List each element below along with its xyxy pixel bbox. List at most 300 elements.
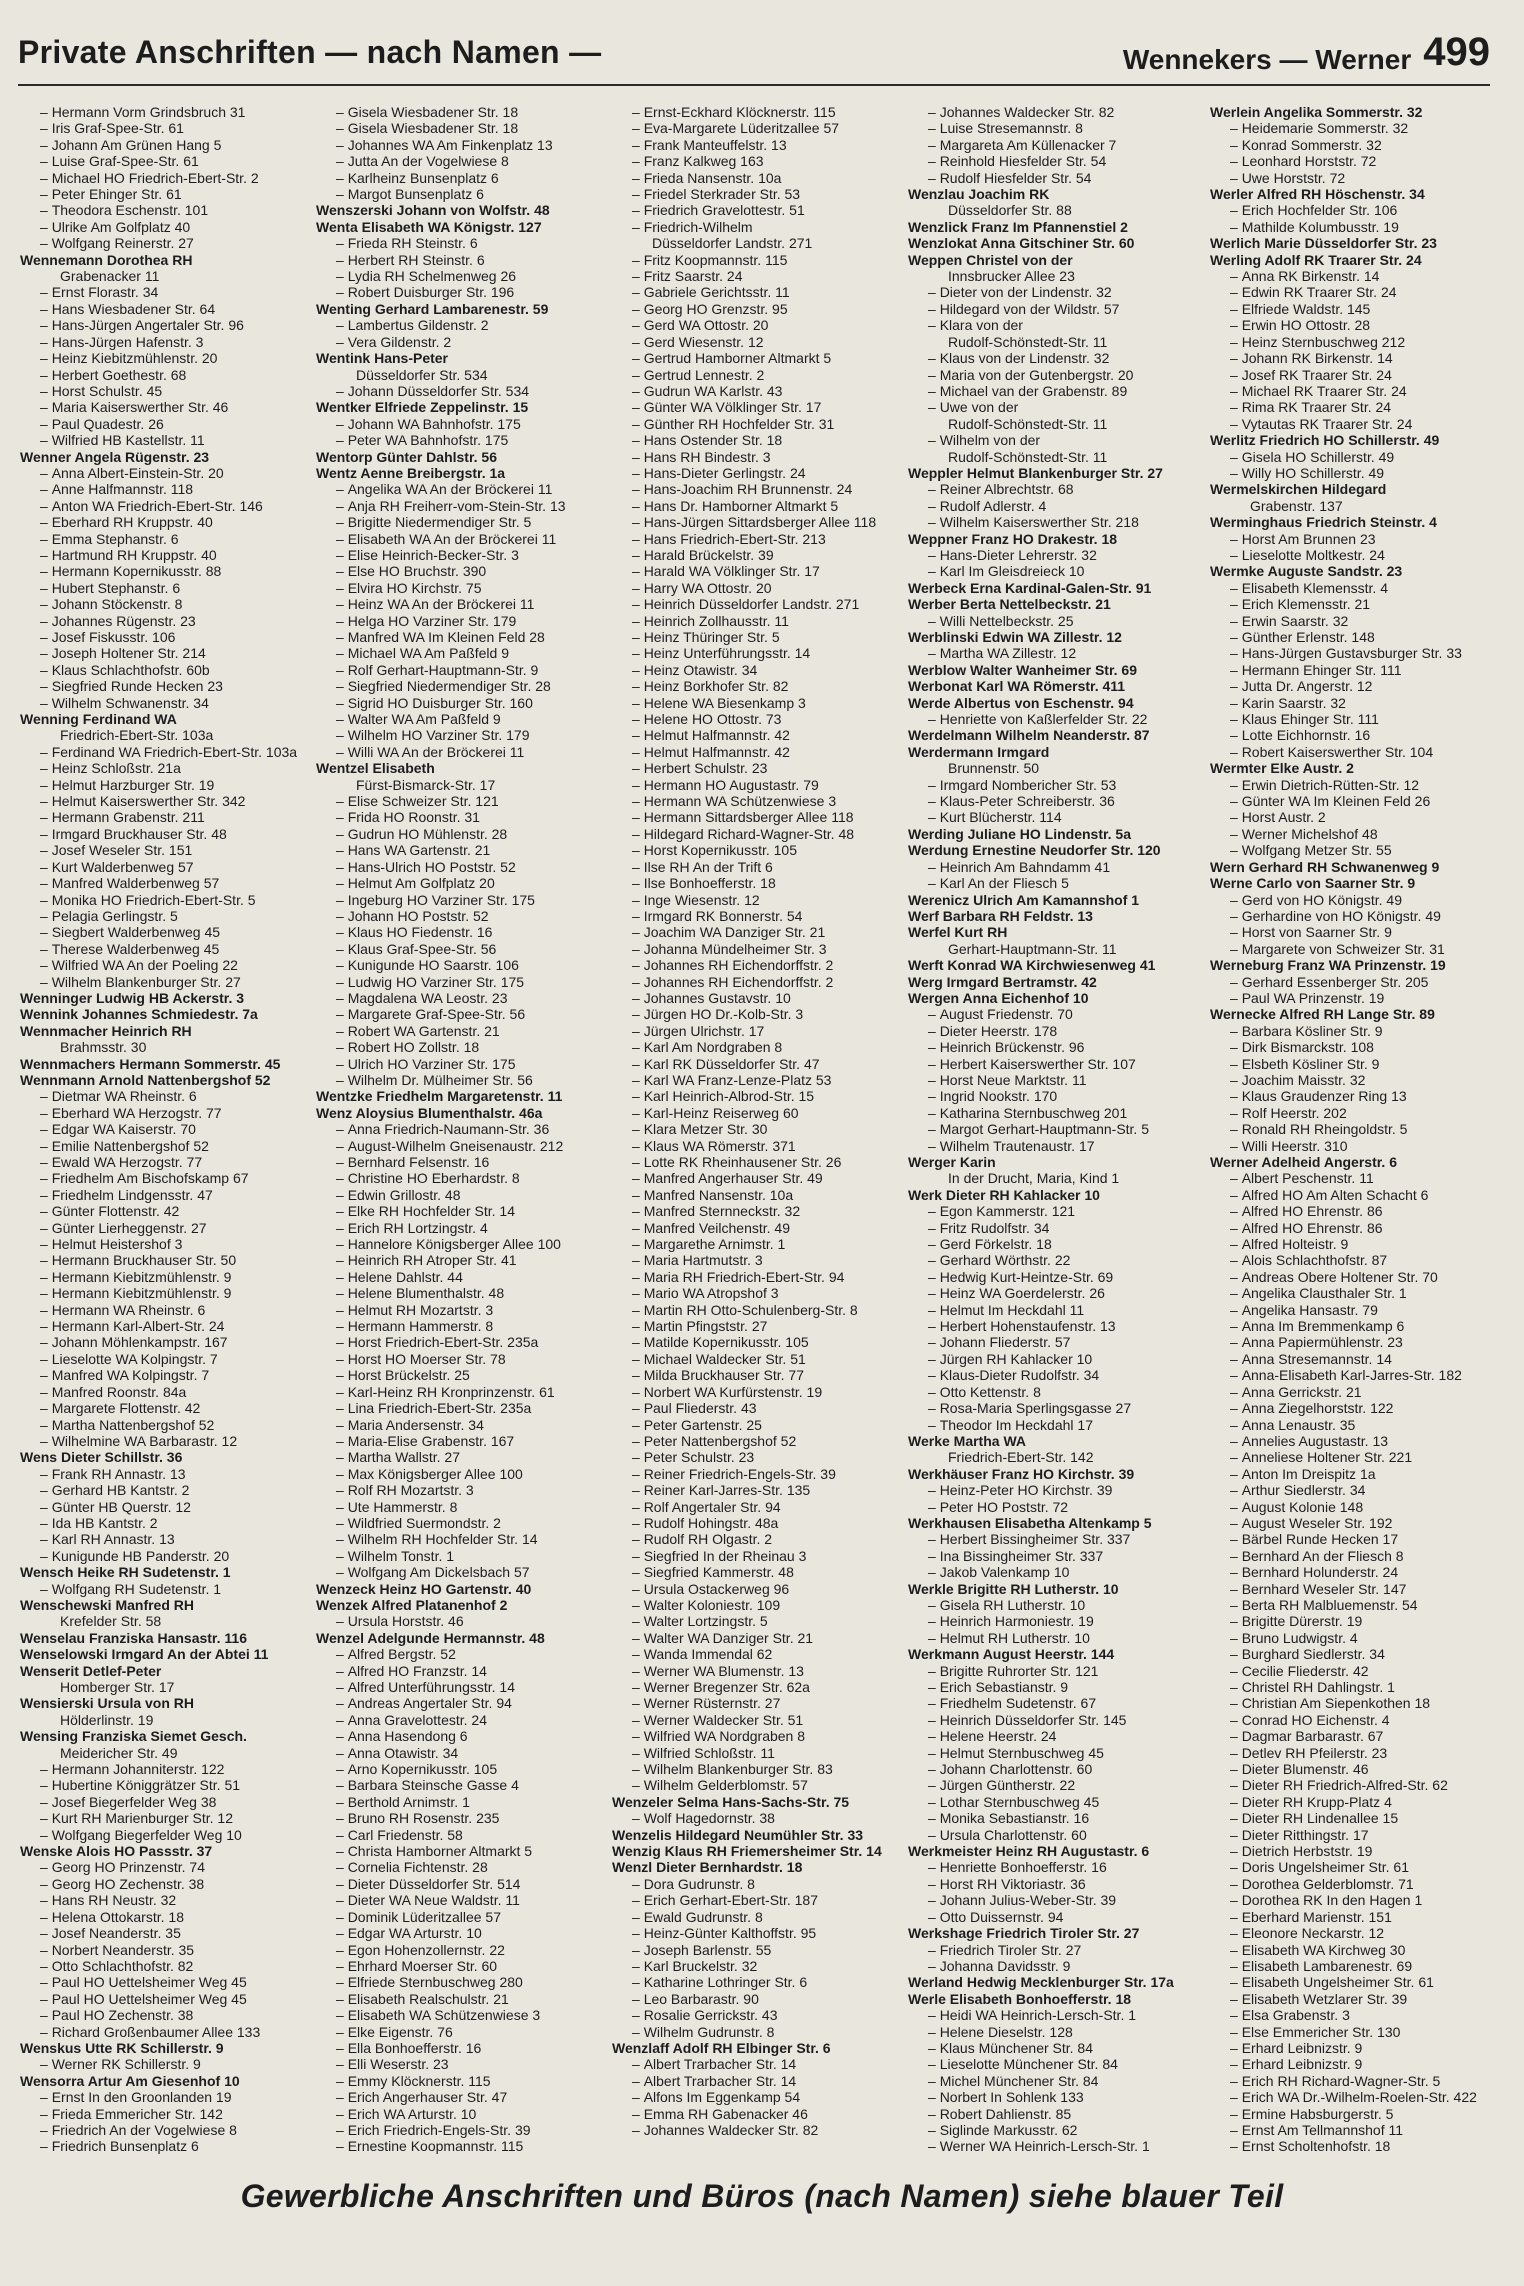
- directory-entry: – Karl Im Gleisdreieck 10: [908, 563, 1190, 579]
- directory-entry: – Heidemarie Sommerstr. 32: [1210, 120, 1492, 136]
- directory-entry: – Peter HO Poststr. 72: [908, 1499, 1190, 1515]
- directory-entry: – Gisela RH Lutherstr. 10: [908, 1597, 1190, 1613]
- directory-entry: Hölderlinstr. 19: [60, 1711, 154, 1728]
- directory-entry: – Heinz Borkhofer Str. 82: [612, 678, 894, 694]
- directory-entry: – Joseph Holtener Str. 214: [20, 645, 302, 661]
- directory-column-3: [612, 104, 894, 2138]
- directory-entry: – Johannes Waldecker Str. 82: [908, 104, 1190, 120]
- directory-entry: – Mario WA Atropshof 3: [612, 1285, 894, 1301]
- directory-entry: – Manfred WA Im Kleinen Feld 28: [316, 629, 598, 645]
- directory-entry: – Hans-Jürgen Angertaler Str. 96: [20, 317, 302, 333]
- directory-entry: – Maria von der Gutenbergstr. 20: [908, 367, 1190, 383]
- directory-entry: – Helmut Harzburger Str. 19: [20, 777, 302, 793]
- directory-entry: – Inge Wiesenstr. 12: [612, 892, 894, 908]
- directory-entry: – Emmy Klöcknerstr. 115: [316, 2073, 598, 2089]
- directory-entry: – Dorothea Gelderblomstr. 71: [1210, 1876, 1492, 1892]
- directory-entry: – Anne Halfmannstr. 118: [20, 481, 302, 497]
- directory-entry: – Willy HO Schillerstr. 49: [1210, 465, 1492, 481]
- directory-entry: – Arthur Siedlerstr. 34: [1210, 1482, 1492, 1498]
- directory-surname-entry: Wentorp Günter Dahlstr. 56: [316, 448, 497, 465]
- directory-entry: – Alfred HO Franzstr. 14: [316, 1663, 598, 1679]
- directory-entry: – Rudolf Hiesfelder Str. 54: [908, 170, 1190, 186]
- directory-entry: – Heinz Schloßstr. 21a: [20, 760, 302, 776]
- directory-entry: – Fritz Saarstr. 24: [612, 268, 894, 284]
- directory-entry: – Hans-Ulrich HO Poststr. 52: [316, 859, 598, 875]
- directory-entry: – Ulrike Am Golfplatz 40: [20, 219, 302, 235]
- directory-entry: – Christian Am Siepenkothen 18: [1210, 1695, 1492, 1711]
- directory-entry: – Erich Angerhauser Str. 47: [316, 2089, 598, 2105]
- directory-surname-entry: Werbonat Karl WA Römerstr. 411: [908, 678, 1126, 695]
- directory-entry: – Johann Stöckenstr. 8: [20, 596, 302, 612]
- directory-surname-entry: Werneburg Franz WA Prinzenstr. 19: [1210, 957, 1446, 974]
- directory-entry: Grabenstr. 137: [1250, 497, 1343, 514]
- directory-entry: – Ella Bonhoefferstr. 16: [316, 2040, 598, 2056]
- directory-entry: – Klaus von der Lindenstr. 32: [908, 350, 1190, 366]
- directory-entry: – Iris Graf-Spee-Str. 61: [20, 120, 302, 136]
- directory-entry: – Karl An der Fliesch 5: [908, 875, 1190, 891]
- directory-entry: – Christine HO Eberhardstr. 8: [316, 1170, 598, 1186]
- directory-entry: – Friedhelm Am Bischofskamp 67: [20, 1170, 302, 1186]
- directory-entry: – Elisabeth Lambarenestr. 69: [1210, 1958, 1492, 1974]
- directory-entry: – Wilhelm Dr. Mülheimer Str. 56: [316, 1072, 598, 1088]
- directory-entry: – Hermann WA Schützenwiese 3: [612, 793, 894, 809]
- directory-entry: – Wilfried WA An der Poeling 22: [20, 957, 302, 973]
- directory-entry: – Heinz-Peter HO Kirchstr. 39: [908, 1482, 1190, 1498]
- directory-surname-entry: Werk Dieter RH Kahlacker 10: [908, 1186, 1100, 1203]
- directory-entry: – Gisela HO Schillerstr. 49: [1210, 449, 1492, 465]
- directory-entry: – Gerhard HB Kantstr. 2: [20, 1482, 302, 1498]
- directory-entry: – Ulrich HO Varziner Str. 175: [316, 1056, 598, 1072]
- directory-entry: – Wilhelm Tonstr. 1: [316, 1548, 598, 1564]
- directory-entry: – Martha Wallstr. 27: [316, 1449, 598, 1465]
- directory-surname-entry: Werdung Ernestine Neudorfer Str. 120: [908, 842, 1161, 859]
- directory-surname-entry: Wentzel Elisabeth: [316, 760, 435, 777]
- directory-entry: – Johannes RH Eichendorffstr. 2: [612, 974, 894, 990]
- directory-entry: – Lambertus Gildenstr. 2: [316, 317, 598, 333]
- directory-entry: – Karl RH Annastr. 13: [20, 1531, 302, 1547]
- directory-entry: – Siegfried In der Rheinau 3: [612, 1548, 894, 1564]
- directory-entry: – Werner Michelshof 48: [1210, 826, 1492, 842]
- directory-entry: – Günter Lierheggenstr. 27: [20, 1220, 302, 1236]
- directory-entry: – Milda Bruckhauser Str. 77: [612, 1367, 894, 1383]
- directory-entry: – Johann RK Birkenstr. 14: [1210, 350, 1492, 366]
- directory-entry: – Ferdinand WA Friedrich-Ebert-Str. 103a: [20, 744, 302, 760]
- directory-entry: – Herbert Bissingheimer Str. 337: [908, 1531, 1190, 1547]
- directory-entry: – Rolf Heerstr. 202: [1210, 1105, 1492, 1121]
- directory-entry: – Erich Sebastianstr. 9: [908, 1679, 1190, 1695]
- directory-entry: – Eberhard WA Herzogstr. 77: [20, 1105, 302, 1121]
- directory-entry: – Hermann Kiebitzmühlenstr. 9: [20, 1285, 302, 1301]
- directory-entry: – Wolfgang Reinerstr. 27: [20, 235, 302, 251]
- directory-entry: – Anna Lenaustr. 35: [1210, 1417, 1492, 1433]
- directory-entry: – Michael Waldecker Str. 51: [612, 1351, 894, 1367]
- directory-surname-entry: Werling Adolf RK Traarer Str. 24: [1210, 251, 1422, 268]
- directory-entry: – Peter Gartenstr. 25: [612, 1417, 894, 1433]
- directory-entry: – Reiner Friedrich-Engels-Str. 39: [612, 1466, 894, 1482]
- directory-surname-entry: Wenzlick Franz Im Pfannenstiel 2: [908, 218, 1128, 235]
- directory-surname-entry: Wennink Johannes Schmiedestr. 7a: [20, 1006, 258, 1023]
- directory-entry: – Lotte RK Rheinhausener Str. 26: [612, 1154, 894, 1170]
- directory-column-2: [316, 104, 598, 2155]
- directory-entry: – Hedwig Kurt-Heintze-Str. 69: [908, 1269, 1190, 1285]
- directory-entry: – Edgar WA Arturstr. 10: [316, 1925, 598, 1941]
- directory-entry: – Josef Weseler Str. 151: [20, 842, 302, 858]
- directory-entry: – Else Emmericher Str. 130: [1210, 2024, 1492, 2040]
- directory-entry: – Friedrich Bunsenplatz 6: [20, 2138, 302, 2154]
- directory-entry: – Franz Kalkweg 163: [612, 153, 894, 169]
- directory-entry: – Alfred HO Am Alten Schacht 6: [1210, 1187, 1492, 1203]
- directory-entry: – Kunigunde HO Saarstr. 106: [316, 957, 598, 973]
- directory-entry: – Robert Dahlienstr. 85: [908, 2106, 1190, 2122]
- directory-entry: – Helmut Kaiserswerther Str. 342: [20, 793, 302, 809]
- directory-entry: – Wildfried Suermondstr. 2: [316, 1515, 598, 1531]
- directory-entry: – Horst Neue Marktstr. 11: [908, 1072, 1190, 1088]
- directory-entry: – Hermann Ehinger Str. 111: [1210, 662, 1492, 678]
- directory-entry: – Dorothea RK In den Hagen 1: [1210, 1892, 1492, 1908]
- directory-entry: – Martin Pfingststr. 27: [612, 1318, 894, 1334]
- directory-entry: – Magdalena WA Leostr. 23: [316, 990, 598, 1006]
- directory-entry: – Rolf RH Mozartstr. 3: [316, 1482, 598, 1498]
- directory-entry: Düsseldorfer Str. 534: [356, 366, 488, 383]
- directory-entry: – Hermann Sittardsberger Allee 118: [612, 809, 894, 825]
- directory-entry: – Hans-Jürgen Hafenstr. 3: [20, 334, 302, 350]
- directory-entry: – Horst Austr. 2: [1210, 809, 1492, 825]
- directory-entry: – August-Wilhelm Gneisenaustr. 212: [316, 1138, 598, 1154]
- directory-surname-entry: Wern Gerhard RH Schwanenweg 9: [1210, 858, 1440, 875]
- directory-entry: – Walter WA Danziger Str. 21: [612, 1630, 894, 1646]
- directory-entry: – Paul Fliederstr. 43: [612, 1400, 894, 1416]
- directory-surname-entry: Werf Barbara RH Feldstr. 13: [908, 907, 1093, 924]
- directory-entry: – Heinz Thüringer Str. 5: [612, 629, 894, 645]
- directory-entry: – Andreas Obere Holtener Str. 70: [1210, 1269, 1492, 1285]
- directory-entry: – Jürgen HO Dr.-Kolb-Str. 3: [612, 1006, 894, 1022]
- directory-entry: – Horst Schulstr. 45: [20, 383, 302, 399]
- directory-entry: – Uwe von der: [908, 399, 1190, 415]
- directory-entry: – Klaus Schlachthofstr. 60b: [20, 662, 302, 678]
- directory-entry: – Pelagia Gerlingstr. 5: [20, 908, 302, 924]
- directory-entry: – Dieter RH Krupp-Platz 4: [1210, 1794, 1492, 1810]
- directory-entry: – Herbert Goethestr. 68: [20, 367, 302, 383]
- directory-surname-entry: Werber Berta Nettelbeckstr. 21: [908, 596, 1111, 613]
- directory-surname-entry: Wermelskirchen Hildegard: [1210, 481, 1387, 498]
- directory-entry: – Elisabeth Realschulstr. 21: [316, 1991, 598, 2007]
- directory-entry: – Leo Barbarastr. 90: [612, 1991, 894, 2007]
- directory-entry: – Luise Stresemannstr. 8: [908, 120, 1190, 136]
- directory-entry: – Anna-Elisabeth Karl-Jarres-Str. 182: [1210, 1367, 1492, 1383]
- directory-surname-entry: Wergen Anna Eichenhof 10: [908, 989, 1089, 1006]
- directory-entry: – Margarethe Arnimstr. 1: [612, 1236, 894, 1252]
- directory-entry: – Johann Fliederstr. 57: [908, 1334, 1190, 1350]
- directory-column-5: [1210, 104, 1492, 2155]
- directory-entry: – Ute Hammerstr. 8: [316, 1499, 598, 1515]
- directory-entry: – Klaus Ehinger Str. 111: [1210, 711, 1492, 727]
- directory-entry: – Elisabeth WA An der Bröckerei 11: [316, 531, 598, 547]
- directory-entry: – Alfred HO Ehrenstr. 86: [1210, 1203, 1492, 1219]
- directory-surname-entry: Werger Karin: [908, 1154, 996, 1170]
- directory-surname-entry: Werkmeister Heinz RH Augustastr. 6: [908, 1843, 1150, 1860]
- directory-entry: – Erwin HO Ottostr. 28: [1210, 317, 1492, 333]
- directory-entry: – Ewald WA Herzogstr. 77: [20, 1154, 302, 1170]
- directory-surname-entry: Werke Martha WA: [908, 1432, 1026, 1449]
- directory-entry: – Vytautas RK Traarer Str. 24: [1210, 416, 1492, 432]
- directory-entry: – Margarete von Schweizer Str. 31: [1210, 941, 1492, 957]
- directory-entry: Fürst-Bismarck-Str. 17: [356, 776, 496, 793]
- directory-surname-entry: Werfel Kurt RH: [908, 924, 1008, 941]
- directory-entry: – Ermine Habsburgerstr. 5: [1210, 2106, 1492, 2122]
- directory-entry: – Alfred Unterführungsstr. 14: [316, 1679, 598, 1695]
- directory-entry: – Willi Heerstr. 310: [1210, 1138, 1492, 1154]
- directory-surname-entry: Wenta Elisabeth WA Königstr. 127: [316, 218, 542, 235]
- directory-entry: – Gertrud Lennestr. 2: [612, 367, 894, 383]
- directory-entry: – Erwin Saarstr. 32: [1210, 613, 1492, 629]
- directory-entry: – Katharine Lothringer Str. 6: [612, 1974, 894, 1990]
- directory-surname-entry: Werminghaus Friedrich Steinstr. 4: [1210, 514, 1437, 531]
- directory-entry: Rudolf-Schönstedt-Str. 11: [948, 333, 1108, 350]
- directory-entry: – Wilhelm Kaiserswerther Str. 218: [908, 514, 1190, 530]
- directory-entry: – Irmgard Bruckhauser Str. 48: [20, 826, 302, 842]
- directory-entry: – Siegfried Niedermendiger Str. 28: [316, 678, 598, 694]
- directory-column-4: [908, 104, 1190, 2155]
- directory-entry: – Heinrich Zollhausstr. 11: [612, 613, 894, 629]
- directory-surname-entry: Werblow Walter Wanheimer Str. 69: [908, 661, 1137, 678]
- directory-entry: – Karl Heinrich-Albrod-Str. 15: [612, 1088, 894, 1104]
- directory-surname-entry: Wens Dieter Schillstr. 36: [20, 1449, 183, 1466]
- directory-entry: – Elfriede Waldstr. 145: [1210, 301, 1492, 317]
- directory-entry: – Michael RK Traarer Str. 24: [1210, 383, 1492, 399]
- directory-entry: – Ernestine Koopmannstr. 115: [316, 2138, 598, 2154]
- directory-entry: – Rosalie Gerrickstr. 43: [612, 2007, 894, 2023]
- directory-entry: – Harry WA Ottostr. 20: [612, 580, 894, 596]
- directory-entry: – Helene WA Biesenkamp 3: [612, 695, 894, 711]
- directory-entry: – Harald WA Völklinger Str. 17: [612, 563, 894, 579]
- directory-entry: – Hannelore Königsberger Allee 100: [316, 1236, 598, 1252]
- directory-entry: – Heinz Otawistr. 34: [612, 662, 894, 678]
- directory-entry: – Dieter RH Friedrich-Alfred-Str. 62: [1210, 1777, 1492, 1793]
- directory-surname-entry: Werkhäuser Franz HO Kirchstr. 39: [908, 1465, 1135, 1482]
- directory-entry: – Klaus HO Fiedenstr. 16: [316, 924, 598, 940]
- directory-entry: – Helene Blumenthalstr. 48: [316, 1285, 598, 1301]
- directory-entry: – Siegbert Walderbenweg 45: [20, 924, 302, 940]
- directory-entry: – Helmut Heistershof 3: [20, 1236, 302, 1252]
- directory-entry: Rudolf-Schönstedt-Str. 11: [948, 448, 1108, 465]
- directory-entry: – Karin Saarstr. 32: [1210, 695, 1492, 711]
- directory-surname-entry: Wenting Gerhard Lambarenestr. 59: [316, 300, 549, 317]
- directory-entry: – Heinrich RH Atroper Str. 41: [316, 1252, 598, 1268]
- directory-entry: – August Friedenstr. 70: [908, 1006, 1190, 1022]
- directory-surname-entry: Werkmann August Heerstr. 144: [908, 1646, 1115, 1663]
- directory-entry: – Wilhelm HO Varziner Str. 179: [316, 727, 598, 743]
- directory-entry: – Detlev RH Pfeilerstr. 23: [1210, 1745, 1492, 1761]
- directory-entry: – Paul HO Uettelsheimer Weg 45: [20, 1974, 302, 1990]
- directory-entry: – Günter WA Völklinger Str. 17: [612, 399, 894, 415]
- directory-entry: – Karl-Heinz Reiserweg 60: [612, 1105, 894, 1121]
- directory-surname-entry: Werner Adelheid Angerstr. 6: [1210, 1154, 1397, 1170]
- directory-entry: – Wilhelm RH Hochfelder Str. 14: [316, 1531, 598, 1547]
- directory-entry: – Karl-Heinz RH Kronprinzenstr. 61: [316, 1384, 598, 1400]
- directory-entry: – Friedel Sterkrader Str. 53: [612, 186, 894, 202]
- directory-entry: – Reiner Karl-Jarres-Str. 135: [612, 1482, 894, 1498]
- directory-surname-entry: Werft Konrad WA Kirchwiesenweg 41: [908, 957, 1156, 974]
- directory-entry: – Christel RH Dahlingstr. 1: [1210, 1679, 1492, 1695]
- directory-entry: – Erhard Leibnizstr. 9: [1210, 2040, 1492, 2056]
- directory-entry: – Rudolf RH Olgastr. 2: [612, 1531, 894, 1547]
- directory-entry: – Egon Hohenzollernstr. 22: [316, 1942, 598, 1958]
- directory-entry: – Wilhelm Gudrunstr. 8: [612, 2024, 894, 2040]
- directory-entry: – Johann WA Bahnhofstr. 175: [316, 416, 598, 432]
- directory-entry: – Joachim WA Danziger Str. 21: [612, 924, 894, 940]
- directory-entry: – Jürgen Ulrichstr. 17: [612, 1023, 894, 1039]
- directory-entry: – Erich Friedrich-Engels-Str. 39: [316, 2122, 598, 2138]
- directory-entry: – Maria Kaiserswerther Str. 46: [20, 399, 302, 415]
- directory-entry: – Maria Hartmutstr. 3: [612, 1252, 894, 1268]
- directory-entry: – Henriette von Kaßlerfelder Str. 22: [908, 711, 1190, 727]
- directory-entry: – Heinz WA An der Bröckerei 11: [316, 596, 598, 612]
- directory-entry: – Leonhard Horststr. 72: [1210, 153, 1492, 169]
- directory-entry: – Robert Duisburger Str. 196: [316, 284, 598, 300]
- directory-entry: – Ilse Bonhoefferstr. 18: [612, 875, 894, 891]
- directory-entry: – Günther Erlenstr. 148: [1210, 629, 1492, 645]
- directory-entry: – Fritz Koopmannstr. 115: [612, 252, 894, 268]
- directory-entry: – Wilfried HB Kastellstr. 11: [20, 432, 302, 448]
- directory-entry: – Jutta An der Vogelwiese 8: [316, 153, 598, 169]
- directory-entry: – Wilhelm Blankenburger Str. 83: [612, 1761, 894, 1777]
- directory-entry: – Luise Graf-Spee-Str. 61: [20, 153, 302, 169]
- directory-entry: – Gertrud Hamborner Altmarkt 5: [612, 350, 894, 366]
- directory-entry: – Elisabeth WA Kirchweg 30: [1210, 1942, 1492, 1958]
- directory-entry: – Helene Dahlstr. 44: [316, 1269, 598, 1285]
- directory-entry: – Friedrich-Wilhelm: [612, 219, 894, 235]
- directory-entry: – Josef Biegerfelder Weg 38: [20, 1794, 302, 1810]
- directory-entry: – Georg HO Prinzenstr. 74: [20, 1859, 302, 1875]
- directory-entry: – Monika HO Friedrich-Ebert-Str. 5: [20, 892, 302, 908]
- directory-surname-entry: Wenzelis Hildegard Neumühler Str. 33: [612, 1826, 864, 1843]
- directory-entry: – Klara Metzer Str. 30: [612, 1121, 894, 1137]
- directory-entry: – Gerhard Wörthstr. 22: [908, 1252, 1190, 1268]
- directory-entry: – Wilhelm Blankenburger Str. 27: [20, 974, 302, 990]
- directory-entry: – Günter Flottenstr. 42: [20, 1203, 302, 1219]
- directory-entry: – Anneliese Holtener Str. 221: [1210, 1449, 1492, 1465]
- directory-entry: – Friedrich Tiroler Str. 27: [908, 1942, 1190, 1958]
- directory-entry: – Werner WA Heinrich-Lersch-Str. 1: [908, 2138, 1190, 2154]
- directory-entry: – Hermann HO Augustastr. 79: [612, 777, 894, 793]
- directory-entry: – Manfred WA Kolpingstr. 7: [20, 1367, 302, 1383]
- directory-entry: – Peter Schulstr. 23: [612, 1449, 894, 1465]
- directory-entry: – Irmgard RK Bonnerstr. 54: [612, 908, 894, 924]
- directory-entry: – Willi Nettelbeckstr. 25: [908, 613, 1190, 629]
- directory-entry: – Friedhelm Lindgensstr. 47: [20, 1187, 302, 1203]
- directory-entry: – Ewald Gudrunstr. 8: [612, 1909, 894, 1925]
- directory-entry: Friedrich-Ebert-Str. 103a: [60, 727, 214, 744]
- directory-entry: – Horst HO Moerser Str. 78: [316, 1351, 598, 1367]
- directory-entry: – Dietmar WA Rheinstr. 6: [20, 1088, 302, 1104]
- directory-entry: – Hermann Kopernikusstr. 88: [20, 563, 302, 579]
- directory-entry: – Burghard Siedlerstr. 34: [1210, 1646, 1492, 1662]
- directory-entry: – Herbert Schulstr. 23: [612, 760, 894, 776]
- directory-entry: – Gabriele Gerichtsstr. 11: [612, 284, 894, 300]
- page-header: [18, 30, 1490, 86]
- directory-entry: – Klaus WA Römerstr. 371: [612, 1138, 894, 1154]
- directory-surname-entry: Wenzl Dieter Bernhardstr. 18: [612, 1859, 803, 1876]
- directory-entry: – Werner Rüsternstr. 27: [612, 1695, 894, 1711]
- directory-entry: – Theodora Eschenstr. 101: [20, 202, 302, 218]
- directory-entry: – Bernhard Felsenstr. 16: [316, 1154, 598, 1170]
- name-range: [1122, 30, 1490, 79]
- directory-entry: – Helene Dieselstr. 128: [908, 2024, 1190, 2040]
- directory-entry: – Siegfried Kammerstr. 48: [612, 1564, 894, 1580]
- directory-entry: – Ida HB Kantstr. 2: [20, 1515, 302, 1531]
- directory-entry: – Frank RH Annastr. 13: [20, 1466, 302, 1482]
- directory-entry: – Gisela Wiesbadener Str. 18: [316, 120, 598, 136]
- directory-entry: – Edgar WA Kaiserstr. 70: [20, 1121, 302, 1137]
- directory-surname-entry: Wensch Heike RH Sudetenstr. 1: [20, 1564, 231, 1581]
- directory-entry: – Johannes Rügenstr. 23: [20, 613, 302, 629]
- directory-entry: – Hermann Karl-Albert-Str. 24: [20, 1318, 302, 1334]
- directory-entry: – Brigitte Dürerstr. 19: [1210, 1613, 1492, 1629]
- directory-entry: – Lydia RH Schelmenweg 26: [316, 268, 598, 284]
- directory-entry: – Lothar Sternbuschweg 45: [908, 1794, 1190, 1810]
- directory-entry: – Peter WA Bahnhofstr. 175: [316, 432, 598, 448]
- directory-entry: – Anna Gerrickstr. 21: [1210, 1384, 1492, 1400]
- directory-entry: – Margarete Graf-Spee-Str. 56: [316, 1006, 598, 1022]
- directory-entry: – Hermann Kiebitzmühlenstr. 9: [20, 1269, 302, 1285]
- directory-surname-entry: Wenschewski Manfred RH: [20, 1596, 195, 1613]
- directory-entry: – Elke RH Hochfelder Str. 14: [316, 1203, 598, 1219]
- directory-entry: – Barbara Steinsche Gasse 4: [316, 1777, 598, 1793]
- directory-entry: – Helmut Halfmannstr. 42: [612, 727, 894, 743]
- directory-entry: – Dieter WA Neue Waldstr. 11: [316, 1892, 598, 1908]
- directory-surname-entry: Wentink Hans-Peter: [316, 350, 448, 367]
- directory-entry: – Ursula Ostackerweg 96: [612, 1581, 894, 1597]
- directory-entry: – Siegfried Runde Hecken 23: [20, 678, 302, 694]
- directory-entry: – Ingeburg HO Varziner Str. 175: [316, 892, 598, 908]
- directory-entry: – Erich WA Dr.-Wilhelm-Roelen-Str. 422: [1210, 2089, 1492, 2105]
- directory-entry: – Johanna Mündelheimer Str. 3: [612, 941, 894, 957]
- directory-entry: – Helmut Am Golfplatz 20: [316, 875, 598, 891]
- directory-entry: – Wilhelm Gelderblomstr. 57: [612, 1777, 894, 1793]
- directory-entry: – Margot Bunsenplatz 6: [316, 186, 598, 202]
- directory-surname-entry: Wensorra Artur Am Giesenhof 10: [20, 2072, 240, 2089]
- directory-entry: – Anna RK Birkenstr. 14: [1210, 268, 1492, 284]
- directory-surname-entry: Wennmann Arnold Nattenbergshof 52: [20, 1071, 271, 1088]
- directory-entry: – Andreas Angertaler Str. 94: [316, 1695, 598, 1711]
- directory-entry: – Jakob Valenkamp 10: [908, 1564, 1190, 1580]
- directory-entry: – Josef Fiskusstr. 106: [20, 629, 302, 645]
- directory-entry: – Ernst Florastr. 34: [20, 284, 302, 300]
- directory-entry: – Erich Klemensstr. 21: [1210, 596, 1492, 612]
- directory-entry: – Brigitte Ruhrorter Str. 121: [908, 1663, 1190, 1679]
- page-number: 499: [1423, 30, 1490, 74]
- directory-surname-entry: Wenz Aloysius Blumenthalstr. 46a: [316, 1104, 543, 1121]
- directory-entry: – Matilde Kopernikusstr. 105: [612, 1334, 894, 1350]
- directory-entry: – Max Königsberger Allee 100: [316, 1466, 598, 1482]
- directory-entry: – Eberhard RH Kruppstr. 40: [20, 514, 302, 530]
- directory-entry: – Bruno RH Rosenstr. 235: [316, 1810, 598, 1826]
- directory-entry: – Johannes RH Eichendorffstr. 2: [612, 957, 894, 973]
- directory-entry: – Dieter Heerstr. 178: [908, 1023, 1190, 1039]
- directory-entry: – Ernst Am Tellmannshof 11: [1210, 2122, 1492, 2138]
- directory-surname-entry: Wenzeck Heinz HO Gartenstr. 40: [316, 1580, 532, 1597]
- directory-entry: – Ursula Charlottenstr. 60: [908, 1827, 1190, 1843]
- directory-entry: – Johannes Gustavstr. 10: [612, 990, 894, 1006]
- directory-entry: – Ingrid Nookstr. 170: [908, 1088, 1190, 1104]
- directory-entry: – Margareta Am Küllenacker 7: [908, 137, 1190, 153]
- directory-entry: – Anna Gravelottestr. 24: [316, 1712, 598, 1728]
- directory-entry: – Klaus-Peter Schreiberstr. 36: [908, 793, 1190, 809]
- directory-entry: – Walter WA Am Paßfeld 9: [316, 711, 598, 727]
- directory-entry: Grabenacker 11: [60, 268, 160, 285]
- directory-entry: – Hans Dr. Hamborner Altmarkt 5: [612, 498, 894, 514]
- directory-entry: – Hermann Johanniterstr. 122: [20, 1761, 302, 1777]
